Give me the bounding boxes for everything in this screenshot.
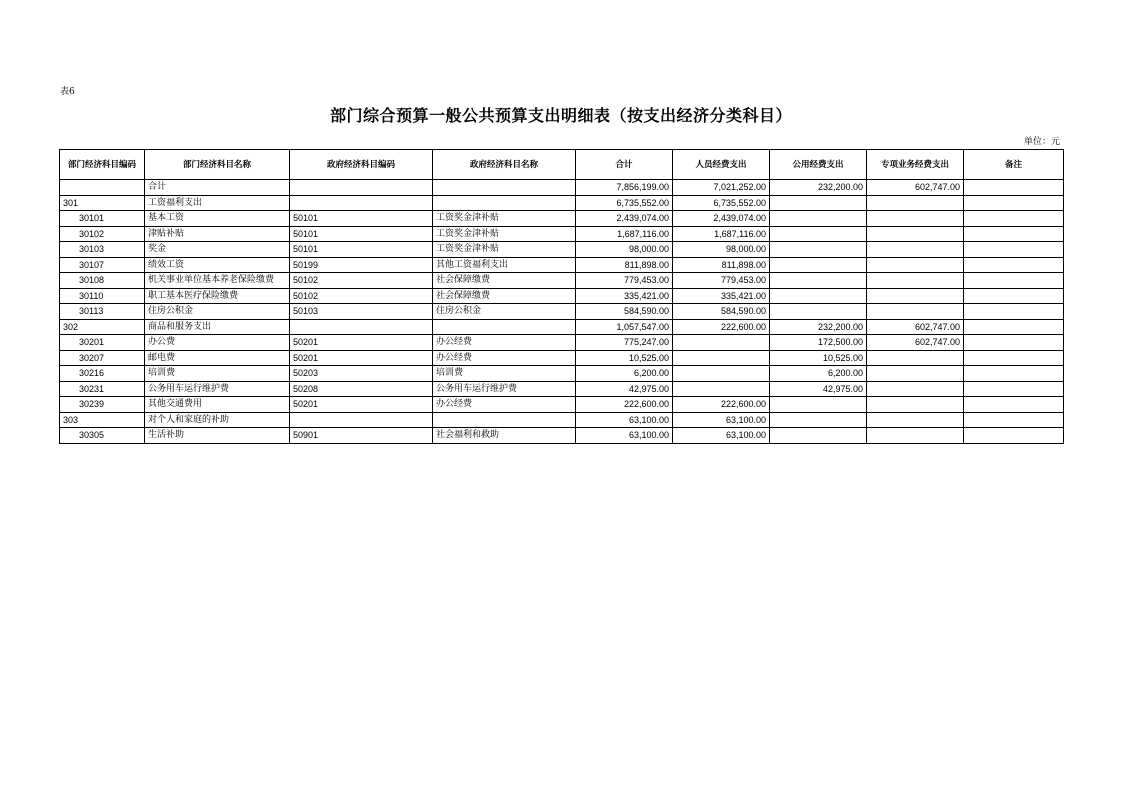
cell-special [867, 350, 964, 366]
cell-dept-name: 邮电费 [145, 350, 290, 366]
cell-personnel: 1,687,116.00 [673, 226, 770, 242]
cell-dept-name: 津贴补贴 [145, 226, 290, 242]
cell-gov-name [433, 195, 576, 211]
cell-total: 335,421.00 [576, 288, 673, 304]
cell-gov-code [290, 195, 433, 211]
cell-note [964, 211, 1064, 227]
cell-dept-name: 对个人和家庭的补助 [145, 412, 290, 428]
cell-note [964, 350, 1064, 366]
cell-gov-code [290, 412, 433, 428]
cell-public: 42,975.00 [770, 381, 867, 397]
cell-total: 1,057,547.00 [576, 319, 673, 335]
cell-dept-name: 其他交通费用 [145, 397, 290, 413]
table-row [60, 211, 1064, 227]
cell-dept-code: 30108 [60, 273, 145, 289]
cell-note [964, 412, 1064, 428]
header-row [60, 150, 1064, 180]
cell-personnel: 98,000.00 [673, 242, 770, 258]
cell-total: 222,600.00 [576, 397, 673, 413]
cell-public: 10,525.00 [770, 350, 867, 366]
cell-gov-code: 50101 [290, 242, 433, 258]
cell-public: 172,500.00 [770, 335, 867, 351]
cell-public [770, 242, 867, 258]
cell-dept-name: 办公费 [145, 335, 290, 351]
table-row [60, 428, 1064, 444]
cell-personnel: 779,453.00 [673, 273, 770, 289]
cell-note [964, 381, 1064, 397]
col-header-special: 专项业务经费支出 [867, 150, 964, 180]
cell-gov-code: 50101 [290, 226, 433, 242]
cell-personnel [673, 366, 770, 382]
cell-dept-code: 30103 [60, 242, 145, 258]
cell-dept-name: 合计 [145, 180, 290, 196]
table-row [60, 366, 1064, 382]
cell-total: 584,590.00 [576, 304, 673, 320]
cell-total: 2,439,074.00 [576, 211, 673, 227]
cell-dept-name: 基本工资 [145, 211, 290, 227]
cell-public: 6,200.00 [770, 366, 867, 382]
cell-dept-code: 302 [60, 319, 145, 335]
col-header-gov-code: 政府经济科目编码 [290, 150, 433, 180]
cell-personnel: 2,439,074.00 [673, 211, 770, 227]
cell-gov-code: 50103 [290, 304, 433, 320]
cell-special [867, 412, 964, 428]
cell-dept-code: 30107 [60, 257, 145, 273]
table-row [60, 288, 1064, 304]
cell-special [867, 381, 964, 397]
col-header-note: 备注 [964, 150, 1064, 180]
table-row [60, 412, 1064, 428]
document-title: 部门综合预算一般公共预算支出明细表（按支出经济分类科目） [329, 106, 792, 125]
table-row [60, 180, 1064, 196]
table-row [60, 304, 1064, 320]
budget-table [59, 149, 1064, 444]
cell-gov-code [290, 319, 433, 335]
cell-special [867, 288, 964, 304]
cell-gov-code: 50203 [290, 366, 433, 382]
cell-special: 602,747.00 [867, 180, 964, 196]
cell-special [867, 257, 964, 273]
cell-gov-name: 工资奖金津补贴 [433, 211, 576, 227]
cell-public: 232,200.00 [770, 180, 867, 196]
cell-total: 1,687,116.00 [576, 226, 673, 242]
cell-dept-name: 商品和服务支出 [145, 319, 290, 335]
cell-special: 602,747.00 [867, 335, 964, 351]
col-header-public: 公用经费支出 [770, 150, 867, 180]
cell-note [964, 304, 1064, 320]
cell-note [964, 195, 1064, 211]
cell-special [867, 273, 964, 289]
cell-gov-code: 50102 [290, 288, 433, 304]
cell-gov-name [433, 180, 576, 196]
cell-public [770, 211, 867, 227]
cell-dept-code: 30239 [60, 397, 145, 413]
cell-gov-name: 办公经费 [433, 397, 576, 413]
cell-dept-code: 303 [60, 412, 145, 428]
cell-public [770, 273, 867, 289]
cell-public [770, 288, 867, 304]
cell-gov-name: 工资奖金津补贴 [433, 226, 576, 242]
cell-special [867, 428, 964, 444]
cell-personnel: 7,021,252.00 [673, 180, 770, 196]
cell-public [770, 428, 867, 444]
cell-gov-name [433, 412, 576, 428]
cell-special [867, 304, 964, 320]
cell-total: 10,525.00 [576, 350, 673, 366]
cell-public [770, 397, 867, 413]
cell-personnel: 811,898.00 [673, 257, 770, 273]
cell-total: 63,100.00 [576, 428, 673, 444]
cell-special [867, 226, 964, 242]
table-row [60, 273, 1064, 289]
table-row [60, 226, 1064, 242]
cell-note [964, 428, 1064, 444]
cell-special [867, 195, 964, 211]
cell-personnel: 335,421.00 [673, 288, 770, 304]
table-row [60, 350, 1064, 366]
table-row [60, 257, 1064, 273]
cell-dept-name: 住房公积金 [145, 304, 290, 320]
cell-total: 42,975.00 [576, 381, 673, 397]
cell-special [867, 211, 964, 227]
cell-dept-name: 职工基本医疗保险缴费 [145, 288, 290, 304]
cell-public [770, 195, 867, 211]
cell-total: 775,247.00 [576, 335, 673, 351]
cell-dept-code: 30201 [60, 335, 145, 351]
cell-personnel: 63,100.00 [673, 412, 770, 428]
cell-note [964, 257, 1064, 273]
cell-note [964, 397, 1064, 413]
cell-gov-code: 50101 [290, 211, 433, 227]
cell-gov-code: 50102 [290, 273, 433, 289]
col-header-dept-code: 部门经济科目编码 [60, 150, 145, 180]
table-row [60, 335, 1064, 351]
cell-total: 811,898.00 [576, 257, 673, 273]
cell-total: 98,000.00 [576, 242, 673, 258]
table-number: 表6 [60, 87, 75, 97]
cell-dept-name: 奖金 [145, 242, 290, 258]
table-row [60, 381, 1064, 397]
cell-special: 602,747.00 [867, 319, 964, 335]
col-header-total: 合计 [576, 150, 673, 180]
cell-note [964, 319, 1064, 335]
cell-gov-code: 50201 [290, 397, 433, 413]
cell-personnel [673, 381, 770, 397]
cell-gov-name: 办公经费 [433, 335, 576, 351]
cell-gov-name: 社会保障缴费 [433, 273, 576, 289]
cell-public [770, 257, 867, 273]
table-row [60, 242, 1064, 258]
cell-gov-name: 其他工资福利支出 [433, 257, 576, 273]
cell-note [964, 242, 1064, 258]
cell-personnel: 6,735,552.00 [673, 195, 770, 211]
cell-note [964, 180, 1064, 196]
cell-gov-code: 50201 [290, 335, 433, 351]
cell-dept-code: 30113 [60, 304, 145, 320]
cell-gov-code: 50201 [290, 350, 433, 366]
cell-note [964, 288, 1064, 304]
cell-gov-name: 住房公积金 [433, 304, 576, 320]
cell-personnel [673, 350, 770, 366]
cell-personnel: 63,100.00 [673, 428, 770, 444]
cell-dept-code [60, 180, 145, 196]
cell-dept-code: 301 [60, 195, 145, 211]
cell-public: 232,200.00 [770, 319, 867, 335]
cell-dept-name: 机关事业单位基本养老保险缴费 [145, 273, 290, 289]
col-header-gov-name: 政府经济科目名称 [433, 150, 576, 180]
cell-special [867, 397, 964, 413]
cell-dept-code: 30216 [60, 366, 145, 382]
cell-dept-code: 30101 [60, 211, 145, 227]
cell-dept-name: 生活补助 [145, 428, 290, 444]
table-row [60, 397, 1064, 413]
cell-dept-name: 工资福利支出 [145, 195, 290, 211]
cell-dept-name: 培训费 [145, 366, 290, 382]
cell-gov-name: 公务用车运行维护费 [433, 381, 576, 397]
cell-dept-name: 绩效工资 [145, 257, 290, 273]
cell-dept-code: 30305 [60, 428, 145, 444]
cell-gov-name: 培训费 [433, 366, 576, 382]
cell-total: 779,453.00 [576, 273, 673, 289]
cell-special [867, 242, 964, 258]
cell-note [964, 335, 1064, 351]
cell-dept-code: 30102 [60, 226, 145, 242]
unit-label: 单位：元 [1023, 137, 1060, 147]
cell-gov-code: 50208 [290, 381, 433, 397]
cell-gov-name: 社会保障缴费 [433, 288, 576, 304]
table-row [60, 195, 1064, 211]
cell-personnel [673, 335, 770, 351]
cell-gov-name [433, 319, 576, 335]
table-row [60, 319, 1064, 335]
cell-personnel: 222,600.00 [673, 319, 770, 335]
cell-dept-code: 30110 [60, 288, 145, 304]
cell-total: 6,735,552.00 [576, 195, 673, 211]
cell-gov-name: 工资奖金津补贴 [433, 242, 576, 258]
cell-total: 63,100.00 [576, 412, 673, 428]
cell-note [964, 226, 1064, 242]
cell-personnel: 222,600.00 [673, 397, 770, 413]
cell-gov-name: 办公经费 [433, 350, 576, 366]
cell-total: 7,856,199.00 [576, 180, 673, 196]
cell-dept-name: 公务用车运行维护费 [145, 381, 290, 397]
cell-personnel: 584,590.00 [673, 304, 770, 320]
cell-note [964, 366, 1064, 382]
cell-note [964, 273, 1064, 289]
cell-public [770, 226, 867, 242]
cell-gov-code: 50199 [290, 257, 433, 273]
cell-public [770, 412, 867, 428]
cell-gov-code: 50901 [290, 428, 433, 444]
cell-dept-code: 30207 [60, 350, 145, 366]
col-header-personnel: 人员经费支出 [673, 150, 770, 180]
col-header-dept-name: 部门经济科目名称 [145, 150, 290, 180]
cell-special [867, 366, 964, 382]
cell-gov-name: 社会福利和救助 [433, 428, 576, 444]
cell-public [770, 304, 867, 320]
cell-gov-code [290, 180, 433, 196]
cell-total: 6,200.00 [576, 366, 673, 382]
cell-dept-code: 30231 [60, 381, 145, 397]
